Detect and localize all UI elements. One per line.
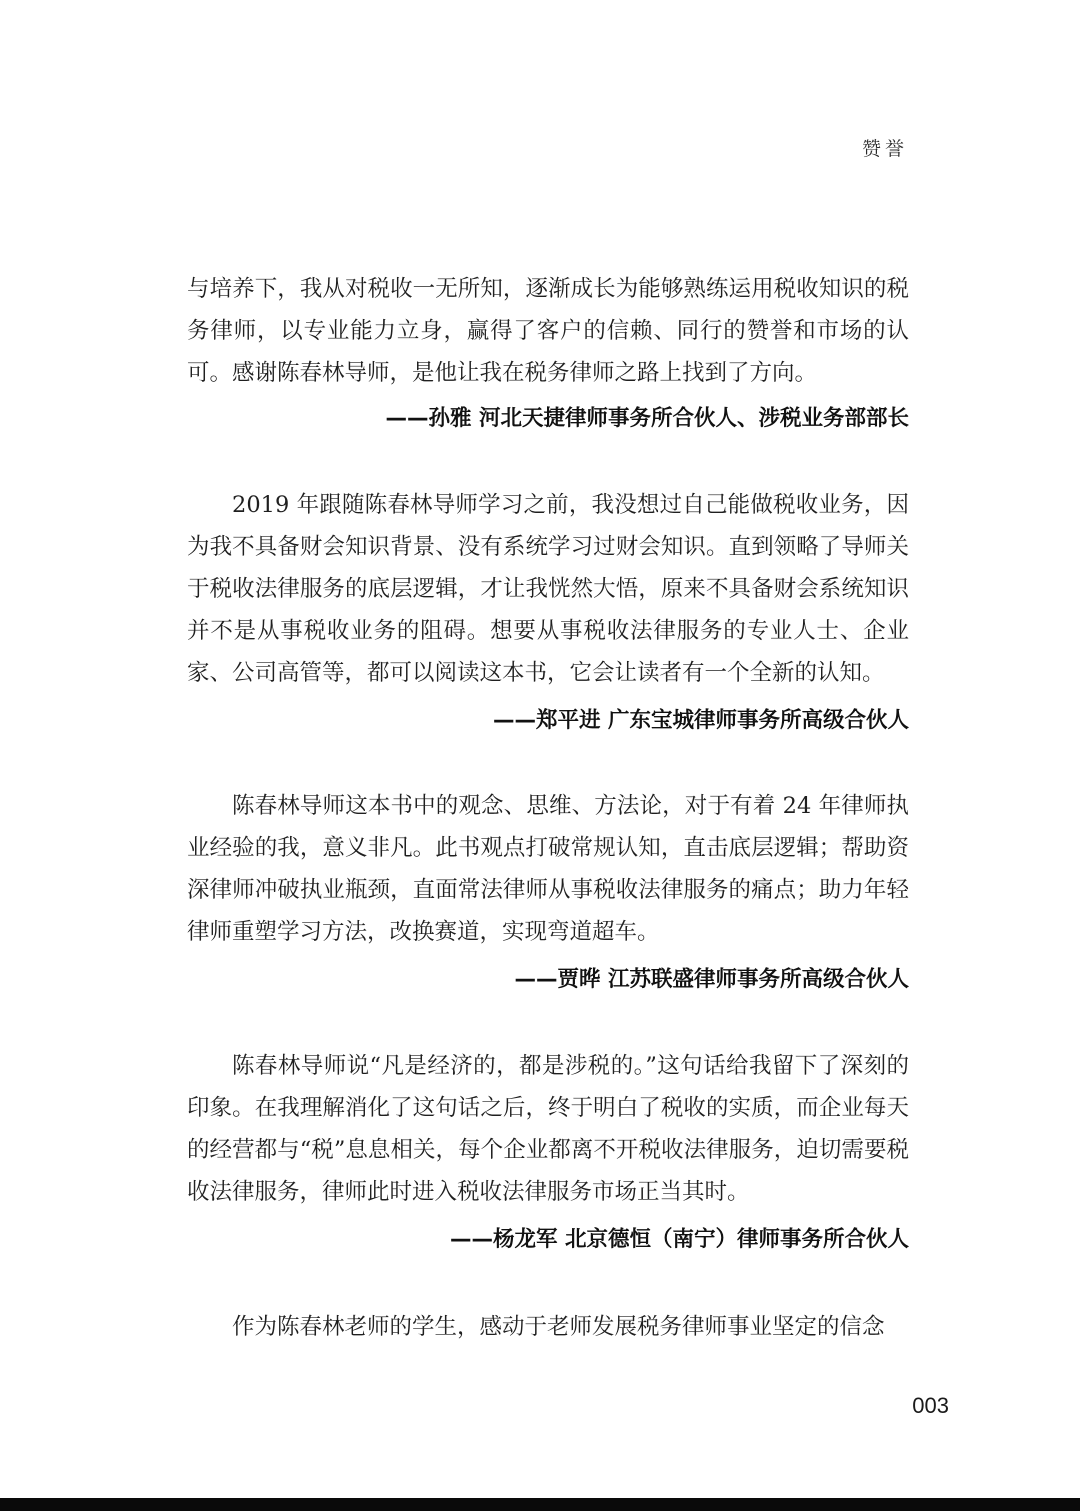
testimonial-attribution-2: ——郑平进 广东宝城律师事务所高级合伙人 — [493, 708, 909, 733]
testimonial-paragraph-2: 2019 年跟随陈春林导师学习之前，我没想过自己能做税收业务，因为我不具备财会知识背景、没有系统学习过财会知识。直到领略了导师关于税收法律服务的底层逻辑，才让我恍然大悟，原来不具备财会系统知识并不是从事税收业务的阻碍。想要从事税收法律服务的专业人士、企业家、公司高管等，都可以阅读这本书，它会让读者有一个全新的认知。 — [187, 492, 909, 686]
testimonial-paragraph-3: 陈春林导师这本书中的观念、思维、方法论，对于有着 24 年律师执业经验的我，意义非凡。此书观点打破常规认知，直击底层逻辑；帮助资深律师冲破执业瓶颈，直面常法律师从事税收法律服务的痛点；助力年轻律师重塑学习方法，改换赛道，实现弯道超车。 — [187, 793, 909, 945]
testimonial-attribution-1: ——孙雅 河北天捷律师事务所合伙人、涉税业务部部长 — [385, 406, 909, 431]
running-head-title: 赞誉 — [861, 138, 908, 160]
bottom-edge-bar — [0, 1498, 1080, 1511]
page-number: 003 — [912, 1393, 949, 1418]
testimonial-paragraph-4: 陈春林导师说“凡是经济的，都是涉税的。”这句话给我留下了深刻的印象。在我理解消化了这句话之后，终于明白了税收的实质，而企业每天的经营都与“税”息息相关，每个企业都离不开税收法律服务，迫切需要税收法律服务，律师此时进入税收法律服务市场正当其时。 — [187, 1053, 909, 1205]
testimonial-paragraph-1: 与培养下，我从对税收一无所知，逐渐成长为能够熟练运用税收知识的税务律师，以专业能力立身，赢得了客户的信赖、同行的赞誉和市场的认可。感谢陈春林导师，是他让我在税务律师之路上找到了方向。 — [187, 276, 909, 386]
testimonial-paragraph-5: 作为陈春林老师的学生，感动于老师发展税务律师事业坚定的信念 — [232, 1314, 885, 1340]
testimonial-attribution-3: ——贾晔 江苏联盛律师事务所高级合伙人 — [514, 967, 909, 992]
testimonial-attribution-4: ——杨龙军 北京德恒（南宁）律师事务所合伙人 — [450, 1227, 909, 1252]
